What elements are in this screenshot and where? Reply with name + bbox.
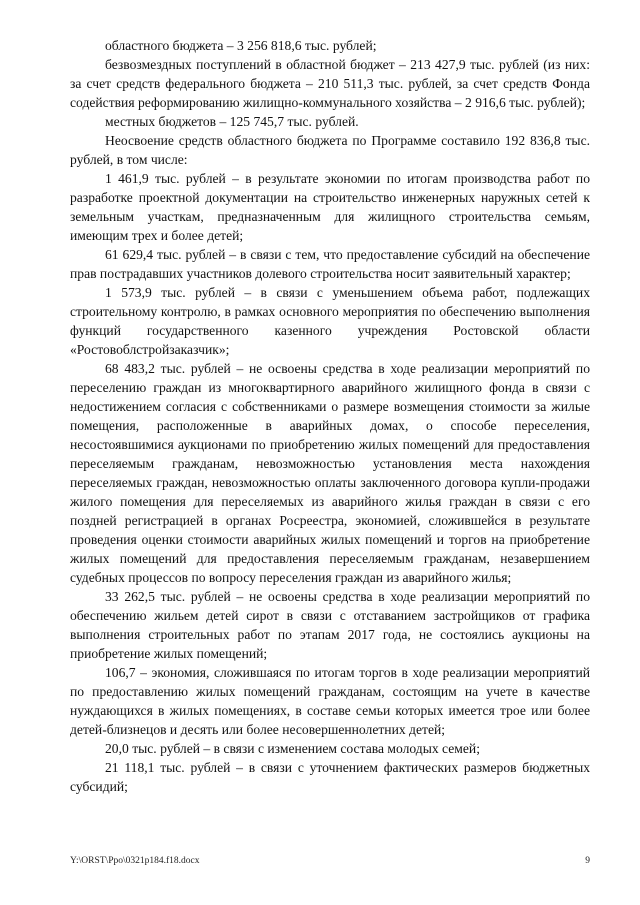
paragraph-non-utilization-total: Неосвоение средств областного бюджета по Программе составило 192 836,8 тыс. рублей, в том числе:: [70, 133, 590, 167]
document-body: [70, 36, 590, 796]
paragraph-item-emergency-housing: 68 483,2 тыс. рублей – не освоены средства в ходе реализации мероприятий по переселению граждан из многоквартирного аварийного жилищного фонда в связи с недостижением согласия с собственниками о размере возмещения стоимости за жилые помещения, расположенные в аварийных домах, о способе переселения, несостоявшимися аукционами по приобретению жилых помещений для предоставления переселяемым гражданам, невозможностью установления места нахождения переселяемых граждан, невозможностью оплаты заключенного договора купли-продажи жилого помещения для переселяемых из аварийного жилья граждан в связи с его поздней регистрацией в органах Росреестра, экономией, сложившейся в результате проведения оценки стоимости аварийных жилых помещений и торгов на приобретение жилых помещений для предоставления переселяемым гражданам, незавершением судебных процессов по вопросу переселения граждан из аварийного жилья;: [70, 361, 590, 585]
paragraph-item-orphans-housing: 33 262,5 тыс. рублей – не освоены средства в ходе реализации мероприятий по обеспечению жильем детей сирот в связи с отставанием застройщиков от графика выполнения строительных работ по этапам 2017 года, не состоялись аукционы на приобретение жилых помещений;: [70, 589, 590, 661]
paragraph-item-young-families: 20,0 тыс. рублей – в связи с изменением состава молодых семей;: [105, 741, 480, 756]
paragraph-item-budget-subsidies: 21 118,1 тыс. рублей – в связи с уточнением фактических размеров бюджетных субсидий;: [70, 760, 590, 794]
paragraph-local-budgets: местных бюджетов – 125 745,7 тыс. рублей.: [105, 114, 359, 129]
paragraph-regional-budget: областного бюджета – 3 256 818,6 тыс. рублей;: [105, 38, 377, 53]
paragraph-item-construction-control: 1 573,9 тыс. рублей – в связи с уменьшением объема работ, подлежащих строительному контролю, в рамках основного мероприятия по обеспечению выполнения функций государственного казенного учреждения Ростовской области «Ростовоблстройзаказчик»;: [70, 285, 590, 357]
page-footer: [70, 856, 590, 866]
paragraph-item-engineering-networks: 1 461,9 тыс. рублей – в результате экономии по итогам производства работ по разработке проектной документации на строительство инженерных наружных сетей к земельным участкам, предназначенным для жилищного строительства семьям, имеющим трех и более детей;: [70, 171, 590, 243]
page-number: 9: [585, 856, 590, 866]
paragraph-item-shared-construction: 61 629,4 тыс. рублей – в связи с тем, что предоставление субсидий на обеспечение прав пострадавших участников долевого строительства носит заявительный характер;: [70, 247, 590, 281]
footer-file-path: Y:\ORST\Ppo\0321p184.f18.docx: [70, 856, 200, 866]
paragraph-item-large-families: 106,7 – экономия, сложившаяся по итогам торгов в ходе реализации мероприятий по предоставлению жилых помещений гражданам, состоящим на учете в качестве нуждающихся в жилых помещениях, в составе семьи которых имеется трое или более детей-близнецов и десять или более несовершеннолетних детей;: [70, 665, 590, 737]
paragraph-gratuitous-receipts: безвозмездных поступлений в областной бюджет – 213 427,9 тыс. рублей (из них: за счет средств федерального бюджета – 210 511,3 тыс. рублей, за счет средств Фонда содействия реформированию жилищно-коммунального хозяйства – 2 916,6 тыс. рублей);: [70, 57, 590, 110]
